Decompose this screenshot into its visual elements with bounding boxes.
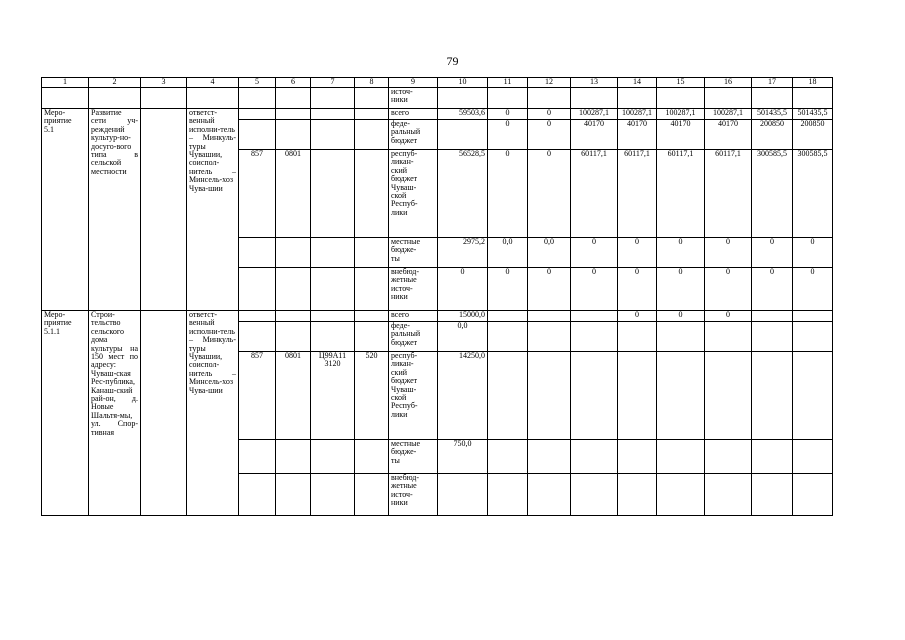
funding-source: источ- ники xyxy=(389,88,438,109)
code-cell: 857 xyxy=(239,352,276,440)
event-name: Развитие сети уч-реждений культур-но-досуго-вого типа в сельской местности xyxy=(89,109,141,311)
value-cell: 15000,0 xyxy=(438,311,488,322)
value-cell: 0 xyxy=(705,268,752,311)
funding-source: респуб- ликан- ский бюджет Чуваш- ской Респуб- лики xyxy=(389,150,438,238)
value-cell: 0 xyxy=(705,311,752,322)
value-cell: 0 xyxy=(618,268,657,311)
value-cell: 59503,6 xyxy=(438,109,488,120)
column-header: 3 xyxy=(141,78,187,88)
value-cell: 0 xyxy=(657,238,705,268)
value-cell: 0 xyxy=(571,238,618,268)
value-cell: 300585,5 xyxy=(793,150,833,238)
column-header: 14 xyxy=(618,78,657,88)
funding-source: местные бюдже- ты xyxy=(389,440,438,474)
value-cell: 100287,1 xyxy=(571,109,618,120)
value-cell xyxy=(488,311,528,322)
event-executor: ответст-венный исполни-тель – Минкуль-туры Чувашии, соиспол-нитель – Минсель-хоз Чува-шии xyxy=(187,109,239,311)
value-cell xyxy=(438,474,488,516)
value-cell: 0,0 xyxy=(528,238,571,268)
funding-source: феде- ральный бюджет xyxy=(389,120,438,150)
value-cell: 300585,5 xyxy=(752,150,793,238)
column-header: 6 xyxy=(276,78,311,88)
value-cell: 0 xyxy=(528,109,571,120)
value-cell: 100287,1 xyxy=(705,109,752,120)
column-number-row xyxy=(42,78,833,88)
funding-source: внебюд- жетные источ- ники xyxy=(389,268,438,311)
column-header: 5 xyxy=(239,78,276,88)
value-cell: 40170 xyxy=(657,120,705,150)
value-cell: 0 xyxy=(793,268,833,311)
funding-source: всего xyxy=(389,311,438,322)
value-cell: 200850 xyxy=(793,120,833,150)
funding-source: местные бюдже- ты xyxy=(389,238,438,268)
value-cell xyxy=(752,311,793,322)
value-cell xyxy=(528,311,571,322)
column-header: 10 xyxy=(438,78,488,88)
column-header: 11 xyxy=(488,78,528,88)
value-cell: 0 xyxy=(618,238,657,268)
column-header: 15 xyxy=(657,78,705,88)
code-cell xyxy=(311,150,355,238)
column-header: 18 xyxy=(793,78,833,88)
budget-table xyxy=(41,77,833,516)
value-cell: 0 xyxy=(488,109,528,120)
funding-source: внебюд- жетные источ- ники xyxy=(389,474,438,516)
value-cell: 40170 xyxy=(618,120,657,150)
value-cell: 0 xyxy=(657,268,705,311)
value-cell xyxy=(571,311,618,322)
column-header: 13 xyxy=(571,78,618,88)
value-cell: 56528,5 xyxy=(438,150,488,238)
value-cell: 0 xyxy=(705,238,752,268)
value-cell: 0,0 xyxy=(488,238,528,268)
value-cell: 0 xyxy=(528,268,571,311)
code-cell xyxy=(355,150,389,238)
code-cell: Ц99А11 3120 xyxy=(311,352,355,440)
value-cell: 14250,0 xyxy=(438,352,488,440)
event-name: Строи-тельство сельского дома культуры на 150 мест по адресу: Чуваш-ская Рес-публика, Канаш-ский рай-он, д. Новые Шальтя-мы, ул. Спор-тивная xyxy=(89,311,141,516)
value-cell: 501435,5 xyxy=(793,109,833,120)
value-cell: 0 xyxy=(528,150,571,238)
event-executor: ответст-венный исполни-тель – Минкуль-туры Чувашии, соиспол-нитель – Минсель-хоз Чува-шии xyxy=(187,311,239,516)
event-code: Меро- приятие 5.1.1 xyxy=(42,311,89,516)
column-header: 7 xyxy=(311,78,355,88)
code-cell: 0801 xyxy=(276,150,311,238)
column-header: 16 xyxy=(705,78,752,88)
value-cell: 0,0 xyxy=(438,322,488,352)
column-header: 9 xyxy=(389,78,438,88)
value-cell: 2975,2 xyxy=(438,238,488,268)
value-cell xyxy=(793,311,833,322)
column-header: 4 xyxy=(187,78,239,88)
value-cell: 0 xyxy=(571,268,618,311)
column-header: 1 xyxy=(42,78,89,88)
value-cell: 60117,1 xyxy=(705,150,752,238)
value-cell: 100287,1 xyxy=(657,109,705,120)
event-code: Меро- приятие 5.1 xyxy=(42,109,89,311)
value-cell: 0 xyxy=(752,238,793,268)
code-cell: 0801 xyxy=(276,352,311,440)
funding-source: феде- ральный бюджет xyxy=(389,322,438,352)
value-cell: 0 xyxy=(657,311,705,322)
value-cell: 60117,1 xyxy=(657,150,705,238)
code-cell: 520 xyxy=(355,352,389,440)
value-cell: 750,0 xyxy=(438,440,488,474)
table-row xyxy=(42,109,833,120)
table-row xyxy=(42,311,833,322)
funding-source: респуб- ликан- ский бюджет Чуваш- ской Респуб- лики xyxy=(389,352,438,440)
value-cell: 0 xyxy=(752,268,793,311)
column-header: 8 xyxy=(355,78,389,88)
code-cell: 857 xyxy=(239,150,276,238)
value-cell: 501435,5 xyxy=(752,109,793,120)
value-cell: 40170 xyxy=(705,120,752,150)
column-header: 2 xyxy=(89,78,141,88)
value-cell: 0 xyxy=(488,150,528,238)
value-cell: 0 xyxy=(488,120,528,150)
value-cell: 0 xyxy=(793,238,833,268)
value-cell: 0 xyxy=(488,268,528,311)
table-row xyxy=(42,88,833,109)
value-cell: 0 xyxy=(528,120,571,150)
column-header: 17 xyxy=(752,78,793,88)
column-header: 12 xyxy=(528,78,571,88)
value-cell: 40170 xyxy=(571,120,618,150)
value-cell: 60117,1 xyxy=(571,150,618,238)
page-number: 79 xyxy=(446,54,459,68)
value-cell: 100287,1 xyxy=(618,109,657,120)
value-cell xyxy=(438,120,488,150)
value-cell: 0 xyxy=(438,268,488,311)
funding-source: всего xyxy=(389,109,438,120)
value-cell: 0 xyxy=(618,311,657,322)
value-cell: 200850 xyxy=(752,120,793,150)
value-cell: 60117,1 xyxy=(618,150,657,238)
